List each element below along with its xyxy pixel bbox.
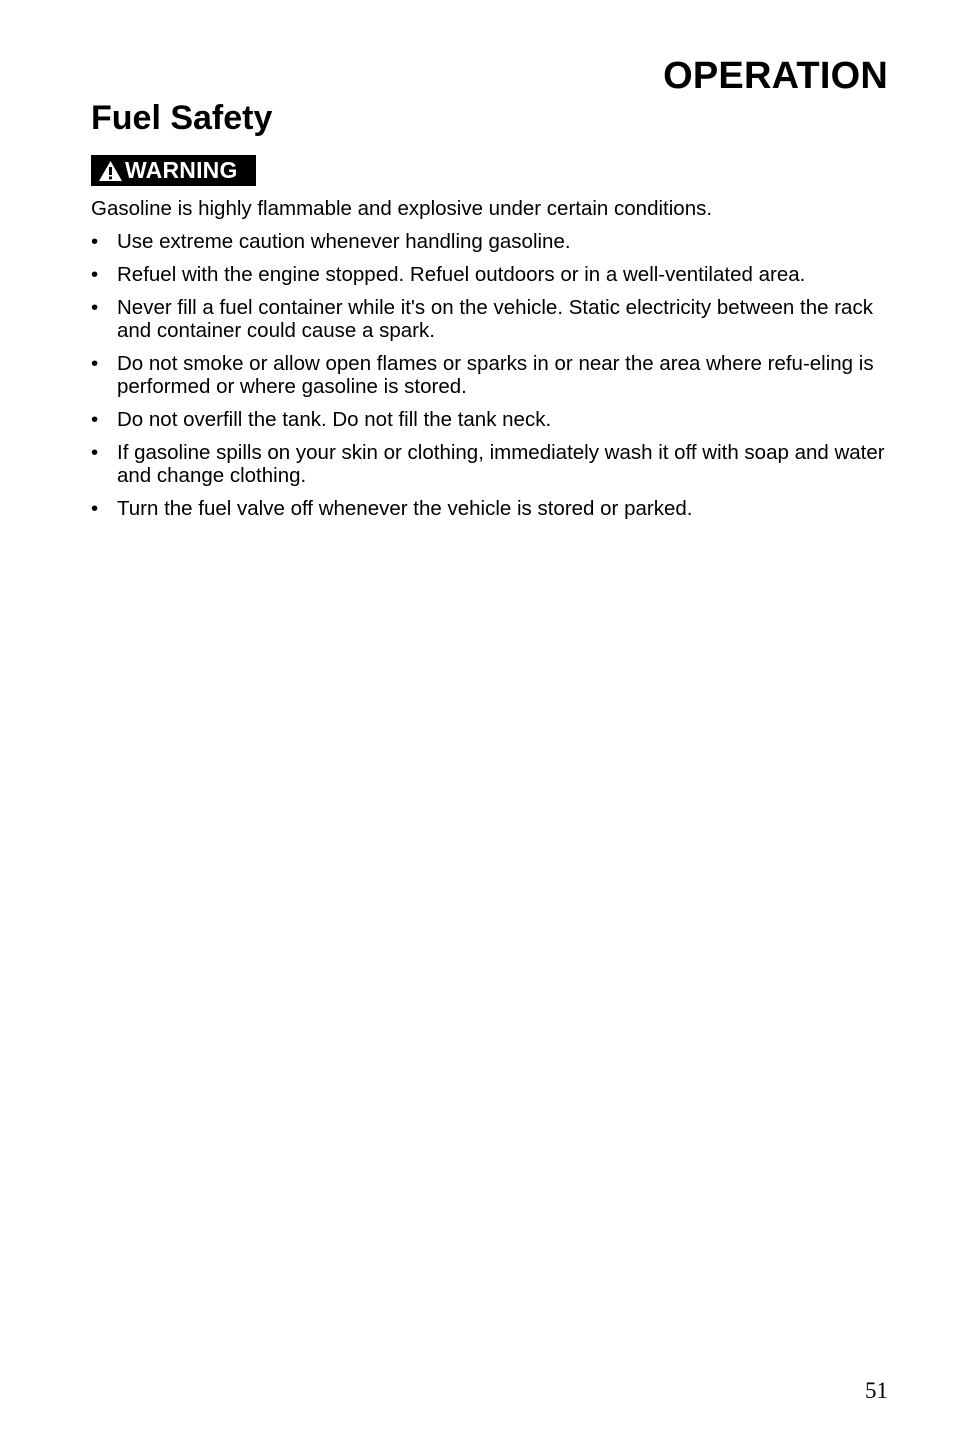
section-header: OPERATION — [663, 55, 888, 97]
list-item: • Refuel with the engine stopped. Refuel outdoors or in a well-ventilated area. — [91, 263, 806, 286]
list-item: • Do not overfill the tank. Do not fill the tank neck. — [91, 408, 552, 431]
list-item: • If gasoline spills on your skin or clothing, immediately wash it off with soap and water and change clothing. — [91, 441, 885, 487]
warning-label: WARNING — [125, 157, 238, 183]
warning-content — [91, 197, 891, 530]
warning-badge — [91, 155, 256, 186]
page-number: 51 — [865, 1378, 888, 1403]
list-item: • Never fill a fuel container while it's on the vehicle. Static electricity between the rack and container could cause a spark. — [91, 296, 873, 342]
warning-intro: Gasoline is highly flammable and explosive under certain conditions. — [91, 197, 713, 220]
list-item: • Do not smoke or allow open flames or sparks in or near the area where refu-eling is performed or where gasoline is stored. — [91, 352, 874, 398]
warning-triangle-icon — [98, 160, 123, 182]
page-title: Fuel Safety — [91, 99, 273, 137]
list-item: • Use extreme caution whenever handling gasoline. — [91, 230, 571, 253]
warning-list — [91, 230, 891, 520]
list-item: • Turn the fuel valve off whenever the vehicle is stored or parked. — [91, 497, 693, 520]
